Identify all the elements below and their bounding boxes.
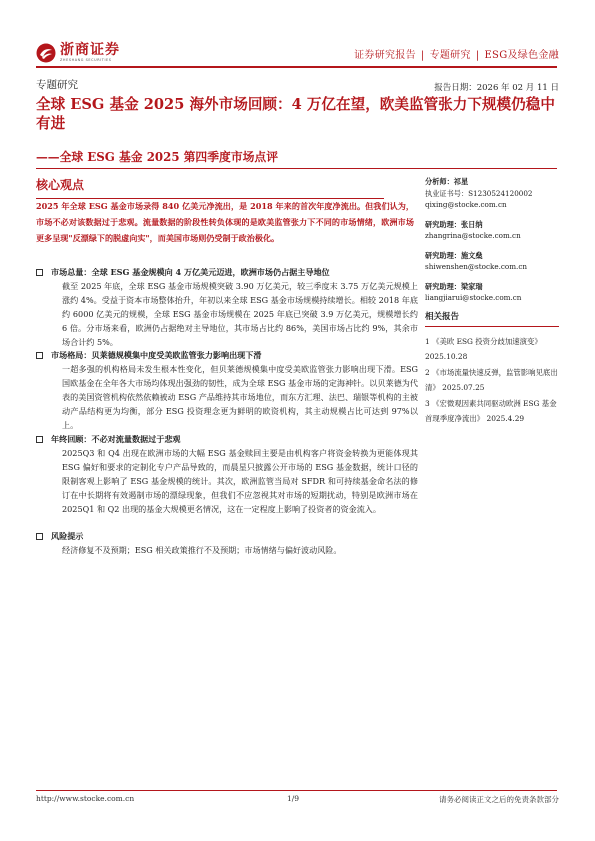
analyst-role: 研究助理： (425, 250, 461, 260)
related-reports-list (425, 335, 559, 426)
page-number: 1/9 (287, 794, 300, 803)
related-report-item[interactable]: 2 《市场流量快速反弹，监管影响见底出清》 2025.07.25 (425, 368, 558, 392)
analyst-role: 研究助理： (425, 219, 461, 229)
analyst-zhangrina (425, 219, 559, 242)
analyst-name: 祁星 (453, 177, 469, 186)
report-title: 全球 ESG 基金 2025 海外市场回顾：4 万亿在望，欧美监管张力下规模仍稳中有进 (36, 96, 555, 132)
related-reports-heading: 相关报告 (425, 312, 559, 328)
section-market-structure (36, 348, 418, 432)
checkbox-bullet-icon (36, 269, 43, 276)
related-report-item[interactable]: 3 《宏微观因素共同驱动欧洲 ESG 基金首现季度净流出》 2025.4.29 (425, 399, 557, 423)
company-logo (36, 43, 120, 63)
related-report-title: 《宏微观因素共同驱动欧洲 ESG 基金首现季度净流出》 (425, 399, 557, 423)
section-heading: 年终回顾：不必对流量数据过于悲观 (51, 434, 181, 444)
analyst-email[interactable]: liangjiarui@stocke.com.cn (425, 293, 522, 302)
analyst-name: 梁家瑞 (460, 281, 483, 291)
footer-disclaimer: 请务必阅读正文之后的免责条款部分 (439, 795, 559, 804)
section-market-size (36, 265, 418, 349)
section-heading: 市场总量：全球 ESG 基金规模向 4 万亿美元迈进，欧洲市场仍占据主导地位 (51, 267, 330, 277)
nav-report-type: 证券研究报告 (354, 50, 416, 61)
analyst-email[interactable]: zhangrina@stocke.com.cn (425, 231, 521, 240)
section-body: 截至 2025 年底，全球 ESG 基金市场规模突破 3.90 万亿美元，较三季度末 3.75 万亿美元规模上涨约 4%。受益于资本市场整体抬升，年初以来全球 ESG 基金市场规模持续增长。相较 2018 年底约 6000 亿美元的规模，全球 ESG 基金市场规模在 2025 年底已突破 3.9 万亿美元，规模增长约 6 倍。分市场来看，欧洲仍占据绝对主导地位，其市场占比约 86%，美国市场占比约 9%，其余市场合计约 5%。 (62, 281, 418, 347)
nav-topic: 专题研究 (429, 50, 471, 61)
section-heading: 风险提示 (51, 531, 84, 541)
title-divider (36, 168, 557, 169)
checkbox-bullet-icon (36, 436, 43, 443)
section-body: 一超多强的机构格局未发生根本性变化，但贝莱德规模集中度受美欧监管张力影响出现下滑。ESG 国欧基金在全年各大市场均体现出强劲的韧性，成为全球 ESG 基金市场的定海神针。以贝莱德为代表的美国资管机构依然依赖被动 ESG 产品维持其市场地位，而东方汇理、法巴、瑞银等机构的主被动产品结构更为均衡，部分 ESG 投资理念更为鲜明的欧资机构，其主动规模占比可达到 97%以上。 (62, 364, 418, 430)
related-report-title: 《美欧 ESG 投资分歧加速演变》 (432, 337, 542, 346)
analyst-liangjiarui (425, 281, 559, 304)
logo-name: 浙商证券 (60, 42, 120, 59)
related-report-title: 《市场流量快速反弹，监管影响见底出清》 (425, 368, 558, 392)
related-report-date: 2025.4.29 (486, 413, 525, 423)
header-nav: 证券研究报告 | 专题研究 | ESG及绿色金融 (354, 50, 559, 61)
analyst-name: 施文燊 (460, 250, 483, 260)
nav-category: ESG及绿色金融 (484, 50, 559, 61)
related-report-item[interactable]: 1 《美欧 ESG 投资分歧加速演变》 2025.10.28 (425, 337, 542, 361)
analyst-name: 张日纳 (460, 219, 483, 229)
analyst-qixing (425, 176, 559, 211)
section-body: 经济修复不及预期；ESG 相关政策推行不及预期；市场情绪与偏好波动风险。 (62, 545, 342, 555)
logo-english: ZHESHANG SECURITIES (60, 58, 112, 63)
analyst-role: 分析师： (425, 177, 454, 186)
related-report-date: 2025.10.28 (425, 351, 468, 361)
analyst-email[interactable]: qixing@stocke.com.cn (425, 200, 507, 209)
sidebar (425, 176, 559, 428)
core-views-heading: 核心观点 (36, 176, 384, 199)
section-year-review (36, 432, 418, 516)
section-risk (36, 529, 418, 557)
zheshang-logo-icon (36, 43, 56, 63)
checkbox-bullet-icon (36, 533, 43, 540)
footer-divider (36, 790, 557, 791)
analyst-shiwenshen (425, 250, 559, 273)
analyst-cert: 执业证书号：S1230524120002 (425, 188, 533, 198)
date-label: 报告日期： (434, 83, 477, 93)
checkbox-bullet-icon (36, 352, 43, 359)
analyst-email[interactable]: shiwenshen@stocke.com.cn (425, 262, 527, 271)
analyst-role: 研究助理： (425, 281, 461, 291)
date-value: 2026 年 02 月 11 日 (476, 83, 559, 93)
header-divider (36, 66, 557, 68)
core-intro: 2025 年全球 ESG 基金市场录得 840 亿美元净流出，是 2018 年来的首次年度净流出。但我们认为，市场不必对该数据过于悲观。流量数据的阶段性转负体现的是欧美监管张力下不同的市场情绪，欧洲市场更多呈现"反漂绿下的脱虚向实"，而美国市场则仍受制于政治极化。 (36, 201, 414, 243)
section-body: 2025Q3 和 Q4 出现在欧洲市场的大幅 ESG 基金赎回主要是由机构客户将资金转换为更能体现其 ESG 偏好和要求的定制化专户产品导致的，而晨星只披露公开市场的 ESG 基金数据，统计口径的限制客观上影响了 ESG 基金规模的统计。其次，欧洲监管当局对 SFDR 和可持续基金命名法的修订在中长期将有效遏制市场的漂绿现象，但我们不应忽视其对市场的短期扰动，特别是欧洲市场在 2025Q1 和 Q2 出现的基金大规模更名情况，这在一定程度上影响了投资者的资金流入。 (62, 448, 418, 514)
footer-url[interactable]: http://www.stocke.com.cn (36, 794, 135, 803)
report-subtitle: ——全球 ESG 基金 2025 第四季度市场点评 (36, 150, 279, 164)
section-heading: 市场格局：贝莱德规模集中度受美欧监管张力影响出现下滑 (51, 350, 262, 360)
report-type: 专题研究 (36, 79, 78, 91)
related-report-date: 2025.07.25 (442, 382, 485, 392)
report-date (434, 81, 559, 93)
